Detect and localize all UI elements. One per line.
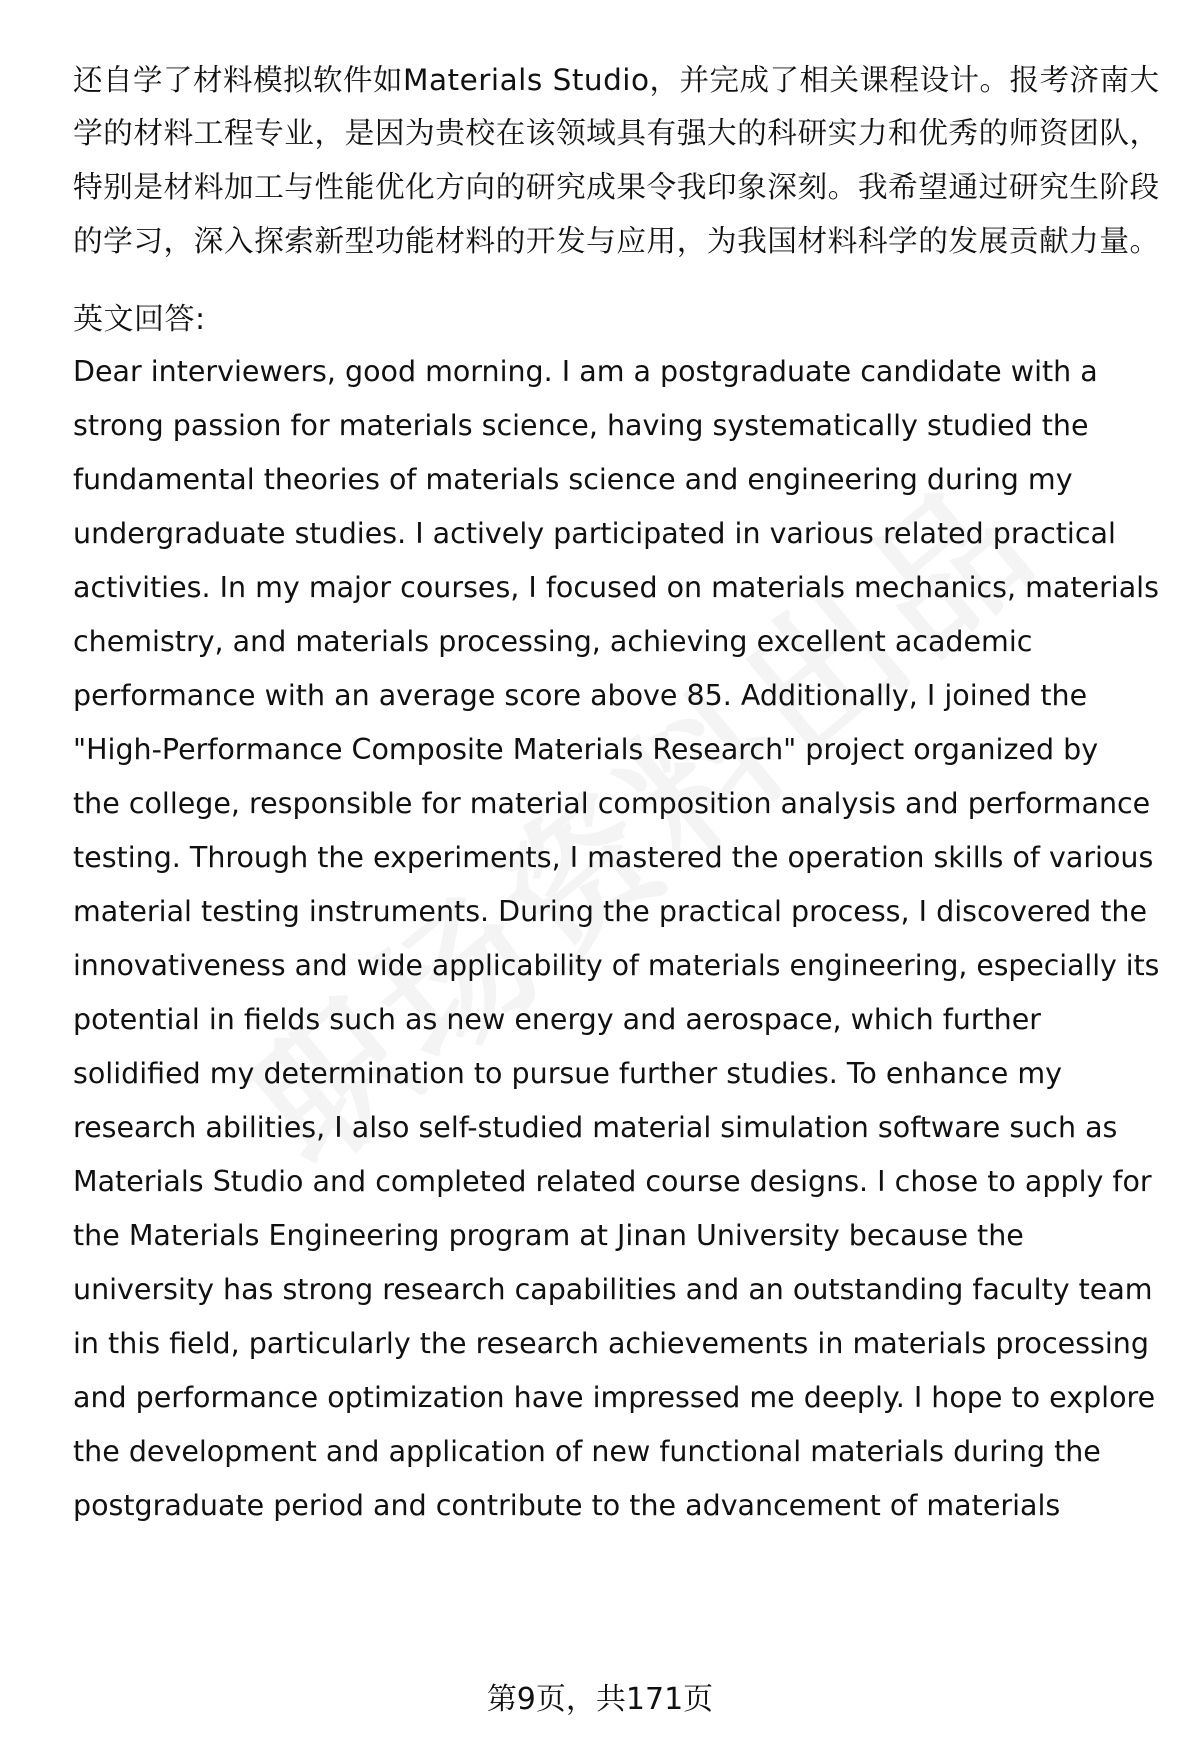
paragraph-line: potential in fields such as new energy and aerospace, which further bbox=[73, 1003, 1041, 1036]
paragraph-line: postgraduate period and contribute to the advancement of materials bbox=[73, 1489, 1061, 1522]
paragraph-line: 的学习，深入探索新型功能材料的开发与应用，为我国材料科学的发展贡献力量。 bbox=[73, 224, 1160, 259]
paragraph-line: "High-Performance Composite Materials Research" project organized by bbox=[73, 733, 1099, 766]
paragraph-line: 特别是材料加工与性能优化方向的研究成果令我印象深刻。我希望通过研究生阶段 bbox=[73, 170, 1160, 205]
paragraph-line: the college, responsible for material composition analysis and performance bbox=[73, 787, 1151, 820]
paragraph-line: in this field, particularly the research achievements in materials processing bbox=[73, 1327, 1149, 1360]
paragraph-line: the Materials Engineering program at Jinan University because the bbox=[73, 1219, 1024, 1252]
paragraph-line: research abilities, I also self-studied material simulation software such as bbox=[73, 1111, 1118, 1144]
paragraph-line: and performance optimization have impressed me deeply. I hope to explore bbox=[73, 1381, 1156, 1414]
paragraph-line: 学的材料工程专业，是因为贵校在该领域具有强大的科研实力和优秀的师资团队， bbox=[73, 116, 1160, 151]
paragraph-line: strong passion for materials science, having systematically studied the bbox=[73, 409, 1089, 442]
paragraph-line: solidified my determination to pursue further studies. To enhance my bbox=[73, 1057, 1063, 1090]
paragraph-line: undergraduate studies. I actively participated in various related practical bbox=[73, 517, 1116, 550]
paragraph-line: chemistry, and materials processing, achieving excellent academic bbox=[73, 625, 1033, 658]
paragraph-line: fundamental theories of materials science and engineering during my bbox=[73, 463, 1073, 496]
paragraph-line: performance with an average score above 85. Additionally, I joined the bbox=[73, 679, 1088, 712]
paragraph-line: Dear interviewers, good morning. I am a postgraduate candidate with a bbox=[73, 355, 1098, 388]
paragraph-line: 还自学了材料模拟软件如Materials Studio，并完成了相关课程设计。报考济南大 bbox=[73, 63, 1160, 97]
paragraph-line: material testing instruments. During the practical process, I discovered the bbox=[73, 895, 1148, 928]
page-number: 第9页，共171页 bbox=[486, 1682, 714, 1717]
section-heading: 英文回答: bbox=[73, 302, 206, 337]
paragraph-line: the development and application of new functional materials during the bbox=[73, 1435, 1101, 1468]
paragraph-line: innovativeness and wide applicability of materials engineering, especially its bbox=[73, 949, 1160, 982]
paragraph-line: testing. Through the experiments, I mastered the operation skills of various bbox=[73, 841, 1154, 874]
paragraph-line: Materials Studio and completed related course designs. I chose to apply for bbox=[73, 1165, 1152, 1198]
paragraph-line: activities. In my major courses, I focused on materials mechanics, materials bbox=[73, 571, 1159, 604]
paragraph-line: university has strong research capabilities and an outstanding faculty team bbox=[73, 1273, 1153, 1306]
